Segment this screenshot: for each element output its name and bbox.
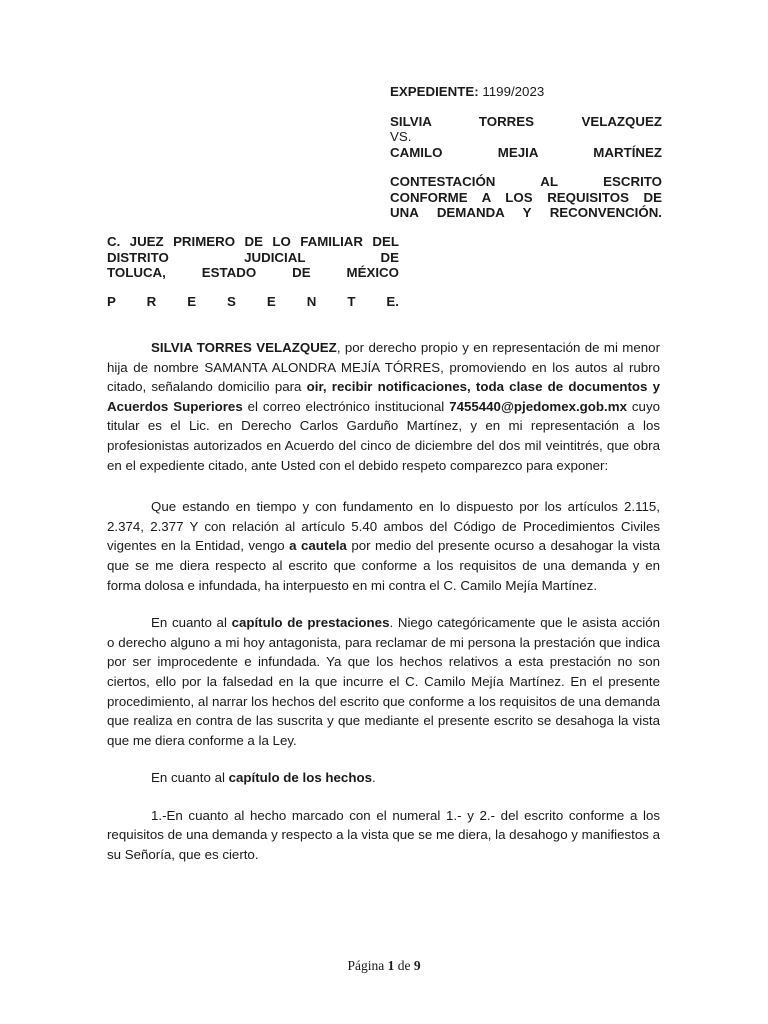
- page-footer: [0, 958, 768, 974]
- subject-line-2: CONFORME A LOS REQUISITOS DE: [390, 189, 662, 205]
- paragraph-text: .: [371, 770, 376, 786]
- page-total: 9: [413, 958, 421, 973]
- paragraph-prestaciones: [107, 613, 660, 750]
- addressee-line-3: TOLUCA, ESTADO DE MÉXICO: [107, 265, 399, 280]
- expediente-number: 1199/2023: [482, 84, 545, 99]
- paragraph-text: por medio del presente ocurso a desahogar la vista que se me diera respecto al escrito que conforme a los requisitos de una demanda y en forma dolosa e infundada, ha interpuesto en mi contra el C. Camilo Mejía Martínez.: [107, 538, 660, 593]
- page-of: de: [397, 958, 411, 973]
- presente-line: P R E S E N T E.: [107, 294, 399, 309]
- paragraph-text: el correo electrónico institucional: [242, 398, 450, 414]
- paragraph-emphasis: a cautela: [289, 538, 347, 554]
- email-address: 7455440@pjedomex.gob.mx: [449, 398, 627, 414]
- paragraph-emphasis: oir, recibir notificaciones, toda clase de documentos y Acuerdos Superiores: [107, 379, 660, 414]
- paragraph-emphasis: capítulo de prestaciones: [231, 615, 390, 631]
- page-label: Página: [347, 958, 385, 973]
- addressee-block: [107, 234, 399, 281]
- paragraph-hecho-1: 1.-En cuanto al hecho marcado con el numeral 1.- y 2.- del escrito conforme a los requisitos de una demanda y respecto a la vista que se me diera, la desahogo y manifiestos a su Señoría, que es cierto.: [107, 807, 660, 863]
- paragraph-text: En cuanto al: [151, 770, 229, 786]
- subject-line-1: CONTESTACIÓN AL ESCRITO: [390, 174, 662, 189]
- subject-line-3: UNA DEMANDA Y RECONVENCIÓN.: [390, 205, 662, 220]
- expediente-line: [390, 84, 662, 100]
- case-header: [390, 84, 662, 221]
- paragraph-intro: [107, 338, 660, 475]
- paragraph-text: . Niego categóricamente que le asista acción o derecho alguno a mi hoy antagonista, para reclamar de mi persona la prestación que indica por ser improcedente e infundada. Ya que los hechos relativos a esta prestación no son ciertos, ello por la falsedad en la que incurre el C. Camilo Mejía Martínez. En el presente procedimiento, al narrar los hechos del escrito que conforme a los requisitos de una demanda que realiza en contra de las suscrita y que mediante el presente escrito se desahoga la vista que me diera conforme a la Ley.: [107, 615, 660, 748]
- paragraph-text: , por derecho propio y en representación de mi menor hija de nombre SAMANTA ALONDRA MEJÍA TÓRRES, promoviendo en los autos al rubro citado, señalando domicilio para: [107, 340, 660, 395]
- page-current: 1: [387, 958, 395, 973]
- paragraph-text: Que estando en tiempo y con fundamento en lo dispuesto por los artículos 2.115, 2.374, 2.377 Y con relación al artículo 5.40 ambos del Código de Procedimientos Civiles vigentes en la Entidad, vengo: [107, 499, 660, 554]
- party-a: SILVIA TORRES VELAZQUEZ: [390, 113, 662, 129]
- versus: VS.: [390, 129, 412, 144]
- party-b: CAMILO MEJIA MARTÍNEZ: [390, 144, 662, 160]
- paragraph-emphasis: capítulo de los hechos: [228, 770, 372, 786]
- addressee-line-2: DISTRITO JUDICIAL DE: [107, 249, 399, 265]
- addressee-line-1: C. JUEZ PRIMERO DE LO FAMILIAR DEL: [107, 234, 399, 249]
- paragraph-text: cuyo titular es el Lic. en Derecho Carlos Garduño Martínez, y en mi representación a los profesionistas autorizados en Acuerdo del cinco de diciembre del dos mil veintitrés, que obra en el expediente citado, ante Usted con el debido respeto comparezco para exponer:: [107, 398, 660, 473]
- paragraph-fundamento: [107, 497, 660, 595]
- promovente-name: SILVIA TORRES VELAZQUEZ: [151, 340, 337, 355]
- paragraph-hechos: [107, 768, 660, 788]
- expediente-label: EXPEDIENTE:: [390, 84, 479, 99]
- paragraph-text: En cuanto al: [151, 615, 232, 631]
- document-body: [107, 338, 660, 865]
